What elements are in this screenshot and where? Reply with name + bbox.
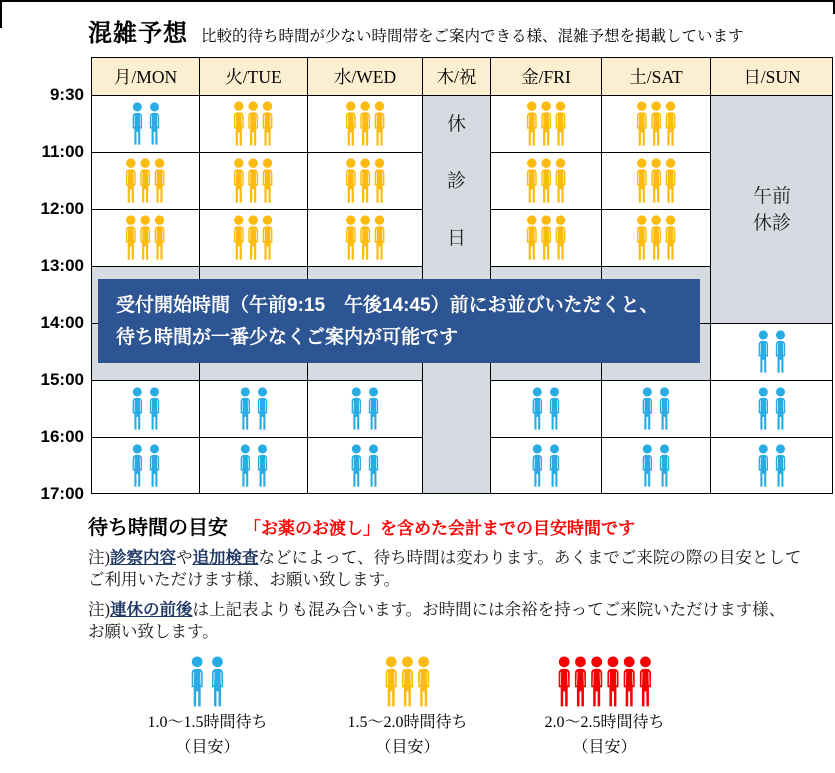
cell-sat-11:00 [601,152,710,209]
sunday-morning-closed-block [710,95,833,323]
header-wed: 水/WED [307,57,422,95]
note-emphasis: 連休の前後 [110,600,193,619]
note-text: 注) [88,600,110,619]
cell-fri-16:00 [490,437,601,494]
cell-sat-15:00 [601,380,710,437]
header-mon: 月/MON [91,57,199,95]
legend-label: 1.0～1.5時間待ち [147,714,268,731]
wait-guide-heading: 待ち時間の目安 [88,517,228,539]
cell-sun-15:00 [710,380,833,437]
people-icon-red [512,652,697,708]
sunday-closed-label: 午前 休診 [752,185,791,234]
banner-line-1: 受付開始時間（午前9:15 午後14:45）前にお並びいただくと、 [116,295,659,316]
legend-sublabel: （目安） [375,739,440,756]
cell-wed-16:00 [307,437,422,494]
cell-tue-11:00 [199,152,307,209]
legend-item-medium-wait [325,652,490,758]
time-label-12:00: 12:00 [40,199,84,218]
header-thu: 木/祝 [422,57,490,95]
cell-wed-15:00 [307,380,422,437]
legend-sublabel: （目安） [572,739,637,756]
outer-border-top [0,0,835,2]
header-sat: 土/SAT [601,57,710,95]
note-text: などによって、待ち時間は変わります。あくまでご来院の際の目安として [258,548,802,567]
cell-mon-16:00 [91,437,199,494]
title-row [88,13,744,48]
note-text: 注) [88,548,110,567]
note-text: ご利用いただけます様、お願い致します。 [88,569,401,589]
cell-wed-12:00 [307,209,422,266]
banner-line-2: 待ち時間が一番少なくご案内が可能です [116,327,459,348]
time-label-13:00: 13:00 [40,256,84,275]
legend-label: 1.5～2.0時間待ち [347,714,468,731]
note-emphasis: 診察内容 [110,548,176,567]
note-holiday [88,599,835,642]
outer-border-left-stub [0,0,2,28]
cell-wed-9:30 [307,95,422,152]
cell-tue-16:00 [199,437,307,494]
legend-sublabel: （目安） [175,739,240,756]
people-icon-yellow [325,652,490,708]
time-label-15:00: 15:00 [40,370,84,389]
thursday-closed-label: 休 診 日 [446,114,466,249]
cell-mon-12:00 [91,209,199,266]
cell-sat-16:00 [601,437,710,494]
note-emphasis: 追加検査 [192,548,259,567]
wait-guide-red-note: 「お薬のお渡し」を含めた会計までの目安時間です [244,519,635,538]
note-text: お願い致します。 [88,621,219,641]
cell-mon-9:30 [91,95,199,152]
time-label-17:00: 17:00 [40,484,84,503]
time-label-16:00: 16:00 [40,427,84,446]
time-label-11:00: 11:00 [41,142,84,161]
note-text: や [176,548,193,567]
legend-item-long-wait [512,652,697,758]
reception-time-banner [98,279,700,363]
cell-fri-12:00 [490,209,601,266]
cell-wed-11:00 [307,152,422,209]
note-text: は上記表よりも混み合います。お時間には余裕を持ってご来院いただけます様、 [192,600,786,619]
page-subtitle: 比較的待ち時間が少ない時間帯をご案内できる様、混雑予想を掲載しています [201,28,744,45]
cell-fri-11:00 [490,152,601,209]
cell-fri-15:00 [490,380,601,437]
cell-tue-12:00 [199,209,307,266]
header-sun: 日/SUN [710,57,833,95]
header-tue: 火/TUE [199,57,307,95]
cell-fri-9:30 [490,95,601,152]
page-title: 混雑予想 [88,21,188,47]
cell-mon-15:00 [91,380,199,437]
cell-tue-9:30 [199,95,307,152]
time-label-9:30: 9:30 [49,85,84,104]
legend-item-short-wait [125,652,290,758]
wait-guide-row [88,511,635,540]
time-label-14:00: 14:00 [40,313,84,332]
cell-mon-11:00 [91,152,199,209]
cell-sun-14:00 [710,323,833,380]
cell-sat-12:00 [601,209,710,266]
header-fri: 金/FRI [490,57,601,95]
note-consultation [88,547,835,590]
legend-label: 2.0～2.5時間待ち [544,714,665,731]
cell-sat-9:30 [601,95,710,152]
cell-sun-16:00 [710,437,833,494]
cell-tue-15:00 [199,380,307,437]
people-icon-blue [125,652,290,708]
